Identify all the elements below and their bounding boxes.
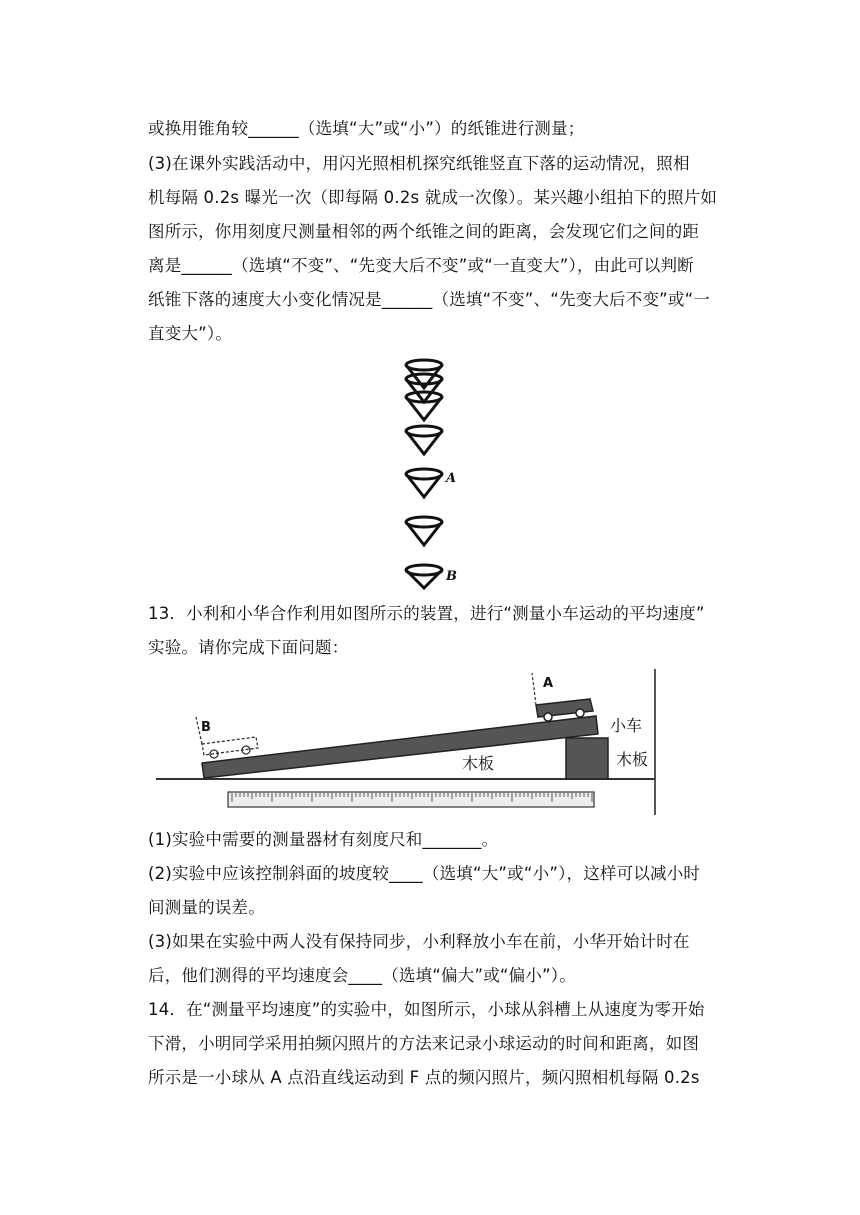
- cone-image: [406, 426, 442, 454]
- cart-a: [532, 673, 593, 721]
- text-line: 间测量的误差。: [148, 898, 265, 917]
- text-line: (1)实验中需要的测量器材有刻度尺和_______。: [148, 830, 499, 849]
- text-line: 机每隔 0.2s 曝光一次（即每隔 0.2s 就成一次像）。某兴趣小组拍下的照片如: [148, 188, 718, 207]
- cone-image: [406, 469, 442, 497]
- text-line: (3)如果在实验中两人没有保持同步，小利释放小车在前，小华开始计时在: [148, 932, 690, 951]
- text-line: 或换用锥角较______（选填“大”或“小”）的纸锥进行测量；: [148, 119, 585, 138]
- text-line: 所示是一小球从 A 点沿直线运动到 F 点的频闪照片，频闪照相机每隔 0.2s: [148, 1068, 700, 1087]
- board-label-right: 木板: [616, 750, 649, 769]
- cone-label-a: A: [446, 471, 457, 486]
- paper-cone-figure: [390, 350, 480, 590]
- cart-b-label: B: [201, 720, 211, 735]
- text-line: (3)在课外实践活动中，用闪光照相机探究纸锥竖直下落的运动情况，照相: [148, 154, 690, 173]
- cart-a-label: A: [543, 676, 554, 691]
- text-line: (2)实验中应该控制斜面的坡度较____（选填“大”或“小”），这样可以减小时: [148, 864, 701, 883]
- text-line: 直变大”）。: [148, 324, 232, 343]
- text-line: 实验。请你完成下面问题：: [148, 638, 349, 657]
- cone-image: [406, 517, 442, 545]
- cone-image: [406, 392, 442, 420]
- cone-image: [406, 565, 442, 588]
- text-line: 14．在“测量平均速度”的实验中，如图所示，小球从斜槽上从速度为零开始: [148, 1000, 705, 1019]
- text-line: 纸锥下落的速度大小变化情况是______（选填“不变”、“先变大后不变”或“一: [148, 290, 711, 309]
- ruler: [228, 792, 594, 807]
- incline-board: [202, 716, 598, 778]
- cart-label: 小车: [610, 716, 643, 735]
- text-line: 下滑，小明同学采用拍频闪照片的方法来记录小球运动的时间和距离，如图: [148, 1034, 700, 1053]
- text-line: 图所示，你用刻度尺测量相邻的两个纸锥之间的距离，会发现它们之间的距: [148, 222, 700, 241]
- cone-label-b: B: [446, 569, 457, 584]
- text-line: 后，他们测得的平均速度会____（选填“偏大”或“偏小”）。: [148, 966, 576, 985]
- incline-figure: [150, 665, 670, 820]
- text-line: 13．小利和小华合作利用如图所示的装置，进行“测量小车运动的平均速度”: [148, 604, 705, 623]
- text-line: 离是______（选填“不变”、“先变大后不变”或“一直变大”），由此可以判断: [148, 256, 694, 275]
- support-block: [566, 738, 608, 779]
- board-label: 木板: [462, 754, 495, 773]
